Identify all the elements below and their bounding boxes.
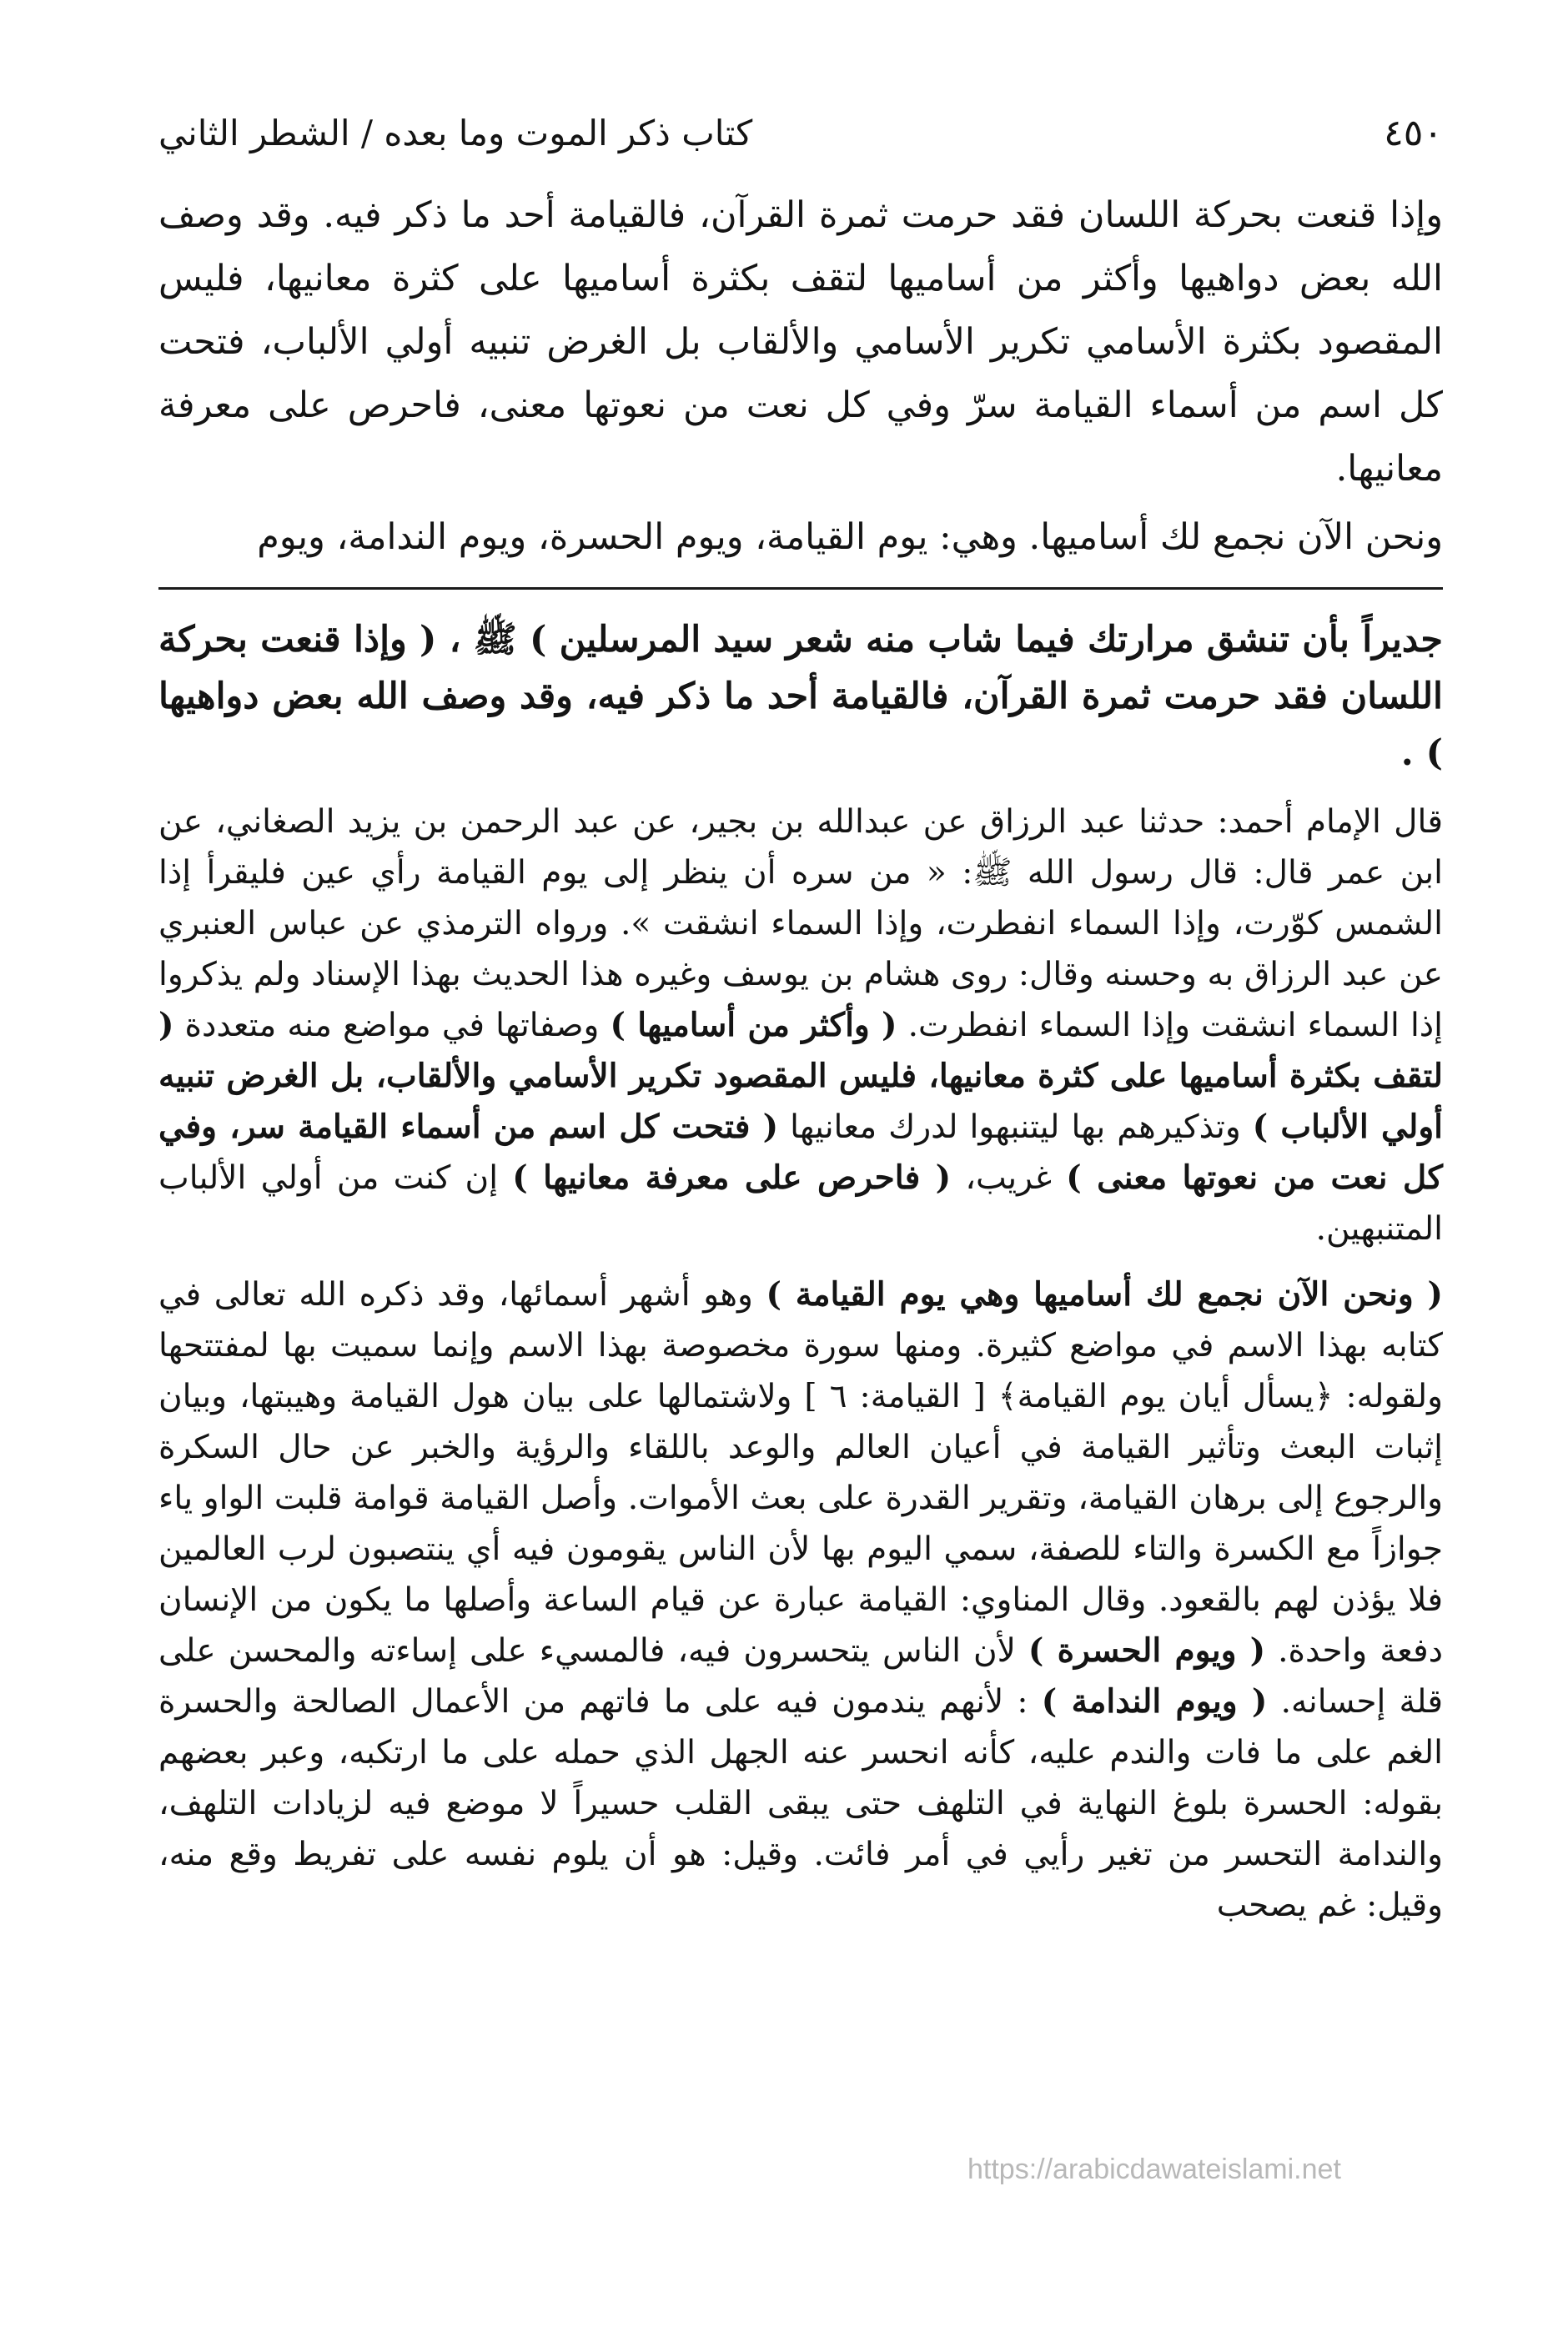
page-number: ٤٥٠ — [1384, 112, 1443, 154]
commentary-text: غريب، — [965, 1159, 1053, 1197]
quoted-matn: ( فاحرص على معرفة معانيها ) — [512, 1158, 952, 1197]
commentary-text: : لأنهم يندمون فيه على ما فاتهم من الأعمال الصالحة والحسرة الغم على ما فات والندم عليه، كأنه انحسر عنه الجهل الذي حمله على ما ارتكبه، وعبر بعضهم بقوله: الحسرة بلوغ النهاية في التلهف حتى يبقى القلب حسيراً لا موضع فيه لزيادات التلهف، والندامة التحسر من تغير رأيي في أمر فائت. وقيل: هو أن يلوم نفسه على تفريط وقع منه، وقيل: غم يصحب — [158, 1683, 1443, 1924]
main-text-paragraph: وإذا قنعت بحركة اللسان فقد حرمت ثمرة القرآن، فالقيامة أحد ما ذكر فيه. وقد وصف الله بعض دواهيها وأكثر من أساميها لتقف بكثرة أساميها على كثرة معانيها، فليس المقصود بكثرة الأسامي تكرير الأسامي والألقاب بل الغرض تنبيه أولي الألباب، فتحت كل اسم من أسماء القيامة سرّ وفي كل نعت من نعوتها معنى، فاحرص على معرفة معانيها. — [158, 194, 1443, 490]
running-header — [158, 100, 1443, 167]
quoted-matn: ( لتقف بكثرة أساميها على كثرة معانيها، فليس المقصود تكرير الأسامي والألقاب، بل الغرض تنبيه أولي الألباب ) — [158, 1006, 1444, 1146]
quoted-matn: ( ويوم الندامة ) — [1041, 1682, 1268, 1721]
commentary-lead-paragraph: جديراً بأن تنشق مرارتك فيما شاب منه شعر سيد المرسلين ) ﷺ ، ( وإذا قنعت بحركة اللسان فقد حرمت ثمرة القرآن، فالقيامة أحد ما ذكر فيه، وقد وصف الله بعض دواهيها ) . — [158, 619, 1443, 774]
commentary-text: وصفاتها في مواضع منه متعددة — [184, 1007, 600, 1044]
quoted-matn: ( ويوم الحسرة ) — [1028, 1631, 1266, 1670]
quoted-matn: ( وأكثر من أساميها ) — [610, 1006, 897, 1044]
main-text-paragraph: ونحن الآن نجمع لك أساميها. وهي: يوم القيامة، ويوم الحسرة، ويوم الندامة، ويوم — [257, 516, 1443, 558]
commentary-text: إن كنت من أولي الألباب المتنبهين. — [158, 1159, 1443, 1248]
separator-rule — [158, 587, 1443, 590]
commentary-text: لأن الناس يتحسرون فيه، فالمسيء على إساءته والمحسن على قلة إحسانه. — [158, 1632, 1443, 1721]
commentary-paragraph — [158, 797, 1443, 1254]
watermark-url: https://arabicdawateislami.net — [967, 2154, 1341, 2185]
book-page — [158, 100, 1443, 2294]
commentary-text: وهو أشهر أسمائها، وقد ذكره الله تعالى في كتابه بهذا الاسم في مواضع كثيرة. ومنها سورة مخصوصة بهذا الاسم وإنما سميت بها لمفتتحها ولقوله: ﴿يسأل أيان يوم القيامة﴾ [ القيامة: ٦ ] ولاشتمالها على بيان هول القيامة وهيبتها، وبيان إثبات البعث وتأثير القيامة في أعيان العالم والوعد باللقاء والرؤية والخبر عن حال السكرة والرجوع إلى برهان القيامة، وتقرير القدرة على بعث الأموات. وأصل القيامة قوامة قلبت الواو ياء جوازاً مع الكسرة والتاء للصفة، سمي اليوم بها لأن الناس يقومون فيه أي ينتصبون لرب العالمين فلا يؤذن لهم بالقعود. وقال المناوي: القيامة عبارة عن قيام الساعة وأصلها ما يكون من الإنسان دفعة واحدة. — [158, 1276, 1444, 1670]
running-title: كتاب ذكر الموت وما بعده / الشطر الثاني — [158, 113, 753, 153]
commentary-text: قال الإمام أحمد: حدثنا عبد الرزاق عن عبدالله بن بجير، عن عبد الرحمن بن يزيد الصغاني، عن ابن عمر قال: قال رسول الله ﷺ: « من سره أن ينظر إلى يوم القيامة رأي عين فليقرأ إذا الشمس كوّرت، وإذا السماء انفطرت، وإذا السماء انشقت ». ورواه الترمذي عن عباس العنبري عن عبد الرزاق به وحسنه وقال: روى هشام بن يوسف وغيره هذا الحديث بهذا الإسناد ولم يذكروا إذا السماء انشقت وإذا السماء انفطرت. — [158, 803, 1444, 1044]
main-text — [158, 183, 1443, 569]
commentary-paragraph — [158, 1269, 1443, 1931]
quoted-matn: ( فتحت كل اسم من أسماء القيامة سر، وفي كل نعت من نعوتها معنى ) — [158, 1108, 1443, 1197]
commentary-text: وتذكيرهم بها ليتنبهوا لدرك معانيها — [790, 1108, 1241, 1146]
quoted-matn: ( ونحن الآن نجمع لك أساميها وهي يوم القيامة ) — [766, 1275, 1443, 1314]
commentary — [158, 611, 1443, 1931]
